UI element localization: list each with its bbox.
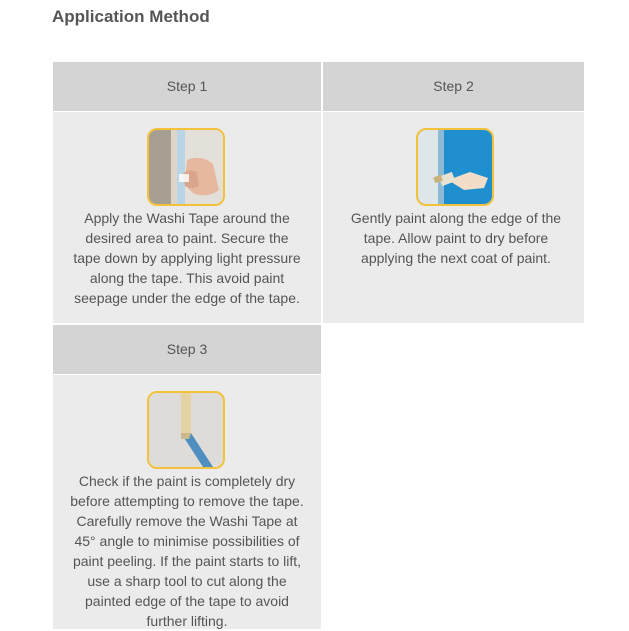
step-1-text: Apply the Washi Tape around the desired area to paint. Secure the tape down by applying light pressure along the tape. This avoid paint seepage under the edge of the tape. xyxy=(73,210,301,306)
step-3-label: Step 3 xyxy=(166,341,208,357)
step-2-text: Gently paint along the edge of the tape. Allow paint to dry before applying the next coat of paint. xyxy=(350,210,562,266)
page-title: Application Method xyxy=(52,7,210,26)
step-1-label: Step 1 xyxy=(166,78,208,94)
step-3-cell xyxy=(53,375,321,629)
step-2-image xyxy=(416,128,494,206)
step-3-image xyxy=(147,391,225,469)
step-3-text: Check if the paint is completely dry before attempting to remove the tape. Carefully remove the Washi Tape at 45° angle to minimise possibilities of paint peeling. If the paint starts to lift, use a sharp tool to cut along the painted edge of the tape to avoid further lifting. xyxy=(70,473,304,629)
step-2-header xyxy=(323,62,584,111)
hand-tape-icon xyxy=(149,130,223,204)
step-1-image xyxy=(147,128,225,206)
tape-peel-icon xyxy=(149,393,223,467)
step-3-header xyxy=(53,325,321,374)
step-1-header xyxy=(53,62,321,111)
paint-brush-icon xyxy=(418,130,492,204)
step-2-cell xyxy=(323,112,584,323)
step-1-cell xyxy=(53,112,321,323)
step-2-label: Step 2 xyxy=(433,78,474,94)
